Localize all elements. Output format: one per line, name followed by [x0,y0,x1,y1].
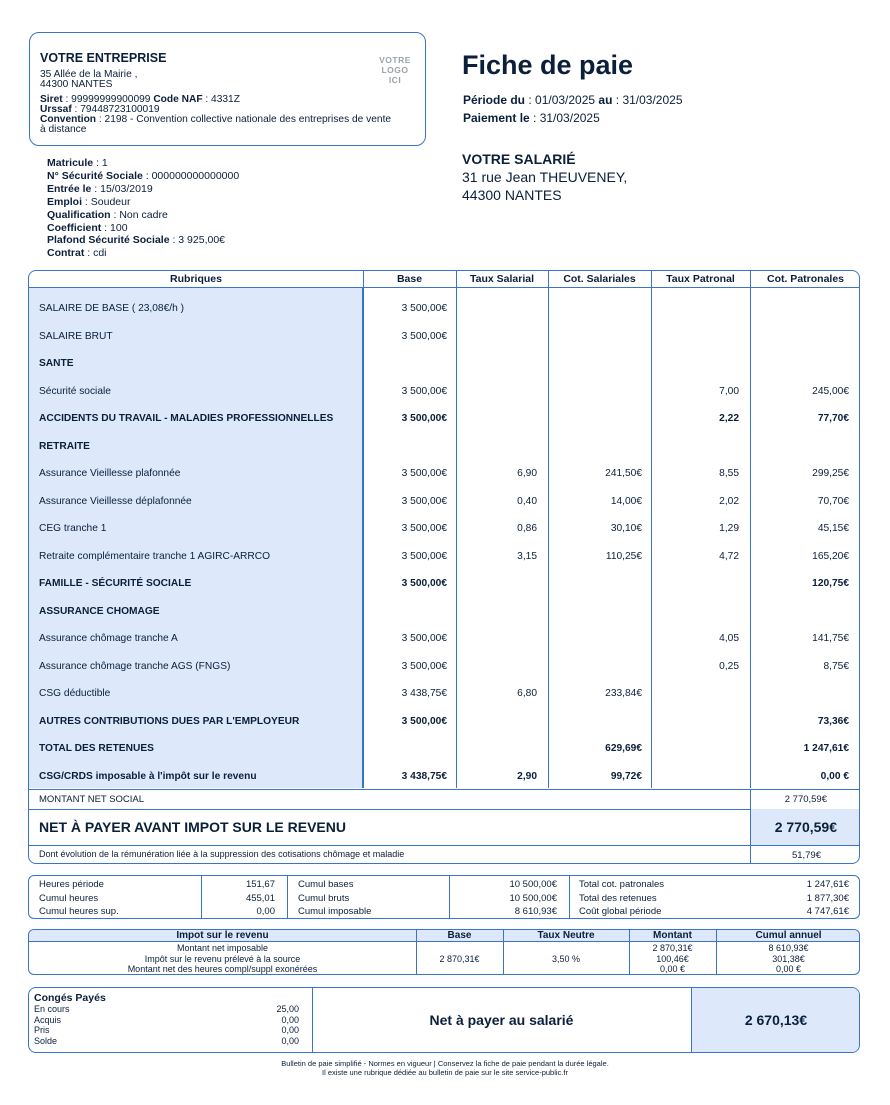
cell-base: 3 500,00€ [401,495,447,507]
cell-tp: 2,02 [719,495,739,507]
cell-base: 3 500,00€ [401,468,447,479]
cell-label: TOTAL DES RETENUES [39,743,154,754]
info-line: N° Sécurité Sociale : 000000000000000 [47,169,240,182]
cell-label: ASSURANCE CHOMAGE [39,605,160,617]
table-row [29,734,859,762]
cell-label: SALAIRE DE BASE ( 23,08€/h ) [39,303,184,314]
cell-cs: 233,84€ [605,688,642,699]
company-block [29,32,426,146]
cell-cs: 99,72€ [610,770,642,782]
cell-label: Assurance chômage tranche AGS (FNGS) [39,660,231,672]
cell-cp: 245,00€ [812,385,849,397]
cell-base: 3 438,75€ [401,688,447,699]
table-row [29,514,859,542]
pay-period: Période du : 01/03/2025 au : 31/03/2025 Paiement le : 31/03/2025 [463,93,683,125]
cell-label: SANTE [39,358,74,369]
company-convention: Convention : 2198 - Convention collective nationale des entreprises de vente [40,114,392,125]
table-row [29,322,859,350]
cell-cp: 0,00 € [820,770,849,782]
table-row [29,487,859,515]
cell-cp: 77,70€ [817,413,849,424]
cell-label: SALAIRE BRUT [39,330,113,342]
cell-tp: 8,55 [719,468,739,479]
cell-label: FAMILLE - SÉCURITÉ SOCIALE [39,578,192,589]
cell-tp: 4,05 [719,633,739,644]
hours-table [28,875,860,919]
info-line: Plafond Sécurité Sociale : 3 925,00€ [47,234,226,247]
totals-values: 1 247,61€ 1 877,30€ 4 747,61€ [806,879,849,917]
tax-amounts: 2 870,31€ 100,46€ 0,00 € [652,943,693,974]
table-row [29,349,859,377]
logo-placeholder: VOTRE LOGO ICI [379,55,411,85]
cell-tp: 7,00 [719,385,739,397]
cell-tp: 0,25 [719,660,739,672]
cell-cs: 241,50€ [605,468,642,479]
company-name: VOTRE ENTREPRISE [40,51,167,65]
table-row [29,294,859,322]
info-line: Entrée le : 15/03/2019 [47,182,153,195]
employee-address-2: 44300 NANTES [462,187,562,203]
info-line: Coefficient : 100 [47,221,128,234]
info-line: Qualification : Non cadre [47,208,168,221]
cell-tp: 4,72 [719,550,739,562]
table-row [29,624,859,652]
table-row [29,432,859,460]
cell-base: 3 500,00€ [401,715,447,727]
net-pay-value: 2 670,13€ [744,1012,808,1028]
cell-base: 3 500,00€ [401,660,447,672]
cell-cp: 299,25€ [812,468,849,479]
cell-label: Assurance Vieillesse déplafonnée [39,495,192,507]
employee-block [462,150,627,204]
table-row [29,762,859,790]
hours-labels: Heures période Cumul heures Cumul heures sup. [39,879,119,917]
cell-cp: 1 247,61€ [803,743,849,754]
conges-values: 25,00 0,00 0,00 0,00 [276,1004,299,1046]
cell-cp: 73,36€ [817,715,849,727]
cell-tp: 2,22 [719,413,739,424]
info-line: Matricule : 1 [47,157,108,169]
cell-cs: 30,10€ [610,523,642,534]
company-urssaf: Urssaf : 794487231000​19 [40,104,160,115]
employee-address-1: 31 rue Jean THEUVENEY, [462,169,628,185]
cell-label: ACCIDENTS DU TRAVAIL - MALADIES PROFESSIONNELLES [39,413,334,424]
info-line: Emploi : Soudeur [47,195,131,208]
company-siret: Siret : 99999999900099 Code NAF : 4331Z [40,94,240,105]
cell-base: 3 438,75€ [401,770,447,782]
table-row [29,542,859,570]
cell-cp: 141,75€ [812,633,849,644]
totals-labels: Total cot. patronales Total des retenues Coût global période [579,879,665,917]
company-address-1: 35 Allée de la Mairie , [40,69,138,80]
cell-label: AUTRES CONTRIBUTIONS DUES PAR L'EMPLOYEUR [39,715,300,727]
cell-label: RETRAITE [39,440,90,452]
conges-title: Congés Payés [34,992,106,1004]
payslip-table [28,270,860,864]
cell-ts: 0,86 [517,523,537,534]
table-row [29,404,859,432]
table-row [29,597,859,625]
cell-cp: 120,75€ [812,578,849,589]
table-row [29,377,859,405]
cell-base: 3 500,00€ [401,578,447,589]
cell-base: 3 500,00€ [401,523,447,534]
cell-ts: 2,90 [517,770,537,782]
cell-cs: 110,25€ [605,550,642,562]
cell-ts: 6,80 [517,688,537,699]
cell-cs: 14,00€ [610,495,642,507]
income-tax-table: Impot sur le revenu Base Taux Neutre Montant Cumul annuel Montant net imposable Impôt sur le revenu prélevé à la source Montant net des heures compl/suppl exonérées 2 870,31€ 3,50 % 2 870,31€ 100,46€ 0,00 € 8 610,93€ 301,38€ 0,00 € [28,929,860,975]
cell-label: Sécurité sociale [39,385,111,397]
company-address-2: 44300 NANTES [40,79,113,90]
cell-base: 3 500,00€ [401,385,447,397]
cell-cs: 629,69€ [605,743,642,754]
net-pay-label: Net à payer au salarié [429,1012,574,1028]
cell-base: 3 500,00€ [401,303,447,314]
net-pay-block [28,987,860,1053]
cell-cp: 70,70€ [817,495,849,507]
net-before-tax-row: NET À PAYER AVANT IMPOT SUR LE REVENU 2 770,59€ [39,819,837,835]
table-row [29,707,859,735]
cell-label: CSG déductible [39,688,111,699]
info-line: Contrat : cdi [47,247,107,260]
net-social-row: MONTANT NET SOCIAL 2 770,59€ [39,794,827,805]
hours-values: 151,67 455,01 0,00 [245,879,275,917]
employee-info [47,157,239,260]
cumul-labels: Cumul bases Cumul bruts Cumul imposable [298,879,372,917]
cell-cp: 165,20€ [812,550,849,562]
cell-base: 3 500,00€ [401,330,447,342]
evolution-row: Dont évolution de la rémunération liée à la suppression des cotisations chômage et maladie 51,79€ [39,849,821,861]
conges-labels: En cours Acquis Pris Solde [34,1004,70,1046]
cell-base: 3 500,00€ [401,413,447,424]
cell-label: CSG/CRDS imposable à l'impôt sur le revenu [39,770,257,782]
tax-labels: Montant net imposable Impôt sur le revenu prélevé à la source Montant net des heures compl/suppl exonérées [127,943,318,974]
cell-base: 3 500,00€ [401,633,447,644]
cell-label: Retraite complémentaire tranche 1 AGIRC-ARRCO [39,550,270,562]
cell-cp: 8,75€ [823,660,849,672]
employee-name: VOTRE SALARIÉ [462,151,576,167]
table-header: Rubriques Base Taux Salarial Cot. Salariales Taux Patronal Cot. Patronales [29,271,859,288]
tax-cumul: 8 610,93€ 301,38€ 0,00 € [768,943,809,974]
cell-cp: 45,15€ [817,523,849,534]
cell-ts: 0,40 [517,495,537,507]
cell-label: Assurance Vieillesse plafonnée [39,468,181,479]
footer-note: Bulletin de paie simplifié - Normes en vigueur | Conservez la fiche de paie pendant la durée légale. Il existe une rubrique dédiée au bulletin de paie sur le site service-public.fr [281,1059,609,1077]
cumul-values: 10 500,00€ 10 500,00€ 8 610,93€ [509,879,557,917]
table-row [29,569,859,597]
cell-label: CEG tranche 1 [39,523,107,534]
cell-tp: 1,29 [719,523,739,534]
table-row [29,652,859,680]
cell-ts: 6,90 [517,468,537,479]
cell-ts: 3,15 [517,550,537,562]
page-title: Fiche de paie [462,50,634,80]
cell-label: Assurance chômage tranche A [39,633,178,644]
company-convention-2: à distance [40,124,87,135]
table-row [29,459,859,487]
cell-base: 3 500,00€ [401,550,447,562]
table-row [29,679,859,707]
